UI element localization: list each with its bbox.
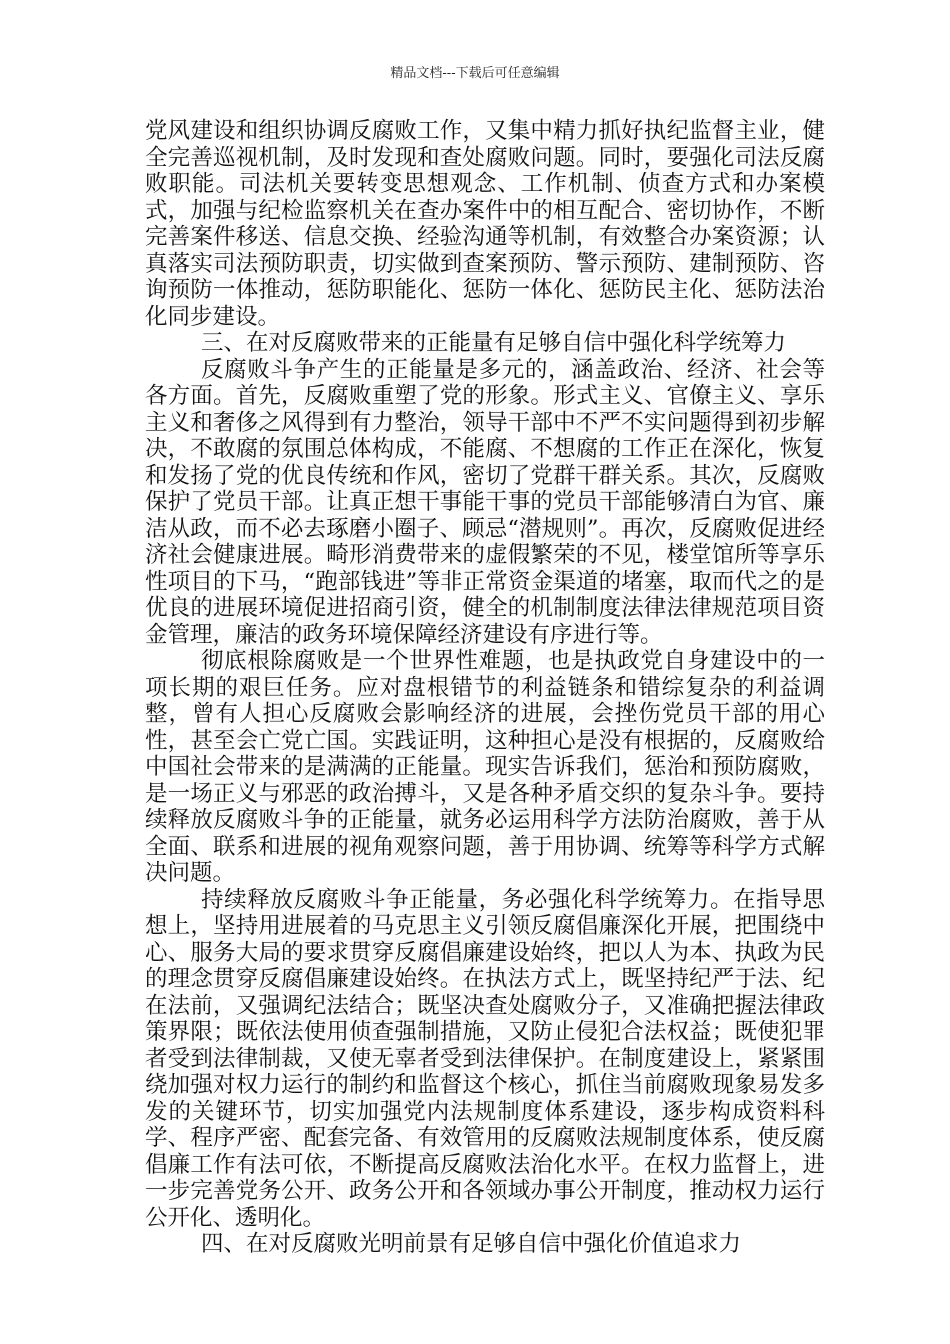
page-header: 精品文档---下载后可任意编辑 bbox=[390, 66, 560, 81]
paragraph-continuation: 党风建设和组织协调反腐败工作，又集中精力抓好执纪监督主业，健全完善巡视机制，及时发现和查处腐败问题。同时，要强化司法反腐败职能。司法机关要转变思想观念、工作机制、侦查方式和办案模式，加强与纪检监察机关在查办案件中的相互配合、密切协作，不断完善案件移送、信息交换、经验沟通等机制，有效整合办案资源；认真落实司法预防职责，切实做到查案预防、警示预防、建制预防、咨询预防一体推动，惩防职能化、惩防一体化、惩防民主化、惩防法治化同步建设。 bbox=[145, 118, 825, 330]
paragraph-positive-energy: 反腐败斗争产生的正能量是多元的，涵盖政治、经济、社会等各方面。首先，反腐败重塑了党的形象。形式主义、官僚主义、享乐主义和奢侈之风得到有力整治，领导干部中不严不实问题得到初步解决，不敢腐的氛围总体构成，不能腐、不想腐的工作正在深化，恢复和发扬了党的优良传统和作风，密切了党群干群关系。其次，反腐败保护了党员干部。让真正想干事能干事的党员干部能够清白为官、廉洁从政，而不必去琢磨小圈子、顾忌“潜规则”。再次，反腐败促进经济社会健康进展。畸形消费带来的虚假繁荣的不见，楼堂馆所等享乐性项目的下马，“跑部钱进”等非正常资金渠道的堵塞，取而代之的是优良的进展环境促进招商引资，健全的机制制度法律法律规范项目资金管理，廉洁的政务环境保障经济建设有序进行等。 bbox=[145, 356, 825, 648]
paragraph-eradicate-corruption: 彻底根除腐败是一个世界性难题，也是执政党自身建设中的一项长期的艰巨任务。应对盘根错节的利益链条和错综复杂的利益调整，曾有人担心反腐败会影响经济的进展，会挫伤党员干部的用心性，甚至会亡党亡国。实践证明，这种担心是没有根据的，反腐败给中国社会带来的是满满的正能量。现实告诉我们，惩治和预防腐败，是一场正义与邪恶的政治搏斗，又是各种矛盾交织的复杂斗争。要持续释放反腐败斗争的正能量，就务必运用科学方法防治腐败，善于从全面、联系和进展的视角观察问题，善于用协调、统筹等科学方式解决问题。 bbox=[145, 648, 825, 886]
document-body bbox=[145, 118, 825, 1258]
paragraph-scientific-coordination: 持续释放反腐败斗争正能量，务必强化科学统筹力。在指导思想上，坚持用进展着的马克思主义引领反腐倡廉深化开展，把围绕中心、服务大局的要求贯穿反腐倡廉建设始终，把以人为本、执政为民的理念贯穿反腐倡廉建设始终。在执法方式上，既坚持纪严于法、纪在法前，又强调纪法结合；既坚决查处腐败分子，又准确把握法律政策界限；既依法使用侦查强制措施，又防止侵犯合法权益；既使犯罪者受到法律制裁，又使无辜者受到法律保护。在制度建设上，紧紧围绕加强对权力运行的制约和监督这个核心，抓住当前腐败现象易发多发的关键环节，切实加强党内法规制度体系建设，逐步构成资料科学、程序严密、配套完备、有效管用的反腐败法规制度体系，使反腐倡廉工作有法可依，不断提高反腐败法治化水平。在权力监督上，进一步完善党务公开、政务公开和各领域办事公开制度，推动权力运行公开化、透明化。 bbox=[145, 886, 825, 1231]
section-heading-3: 三、在对反腐败带来的正能量有足够自信中强化科学统筹力 bbox=[201, 330, 787, 356]
section-heading-4: 四、在对反腐败光明前景有足够自信中强化价值追求力 bbox=[201, 1231, 742, 1257]
